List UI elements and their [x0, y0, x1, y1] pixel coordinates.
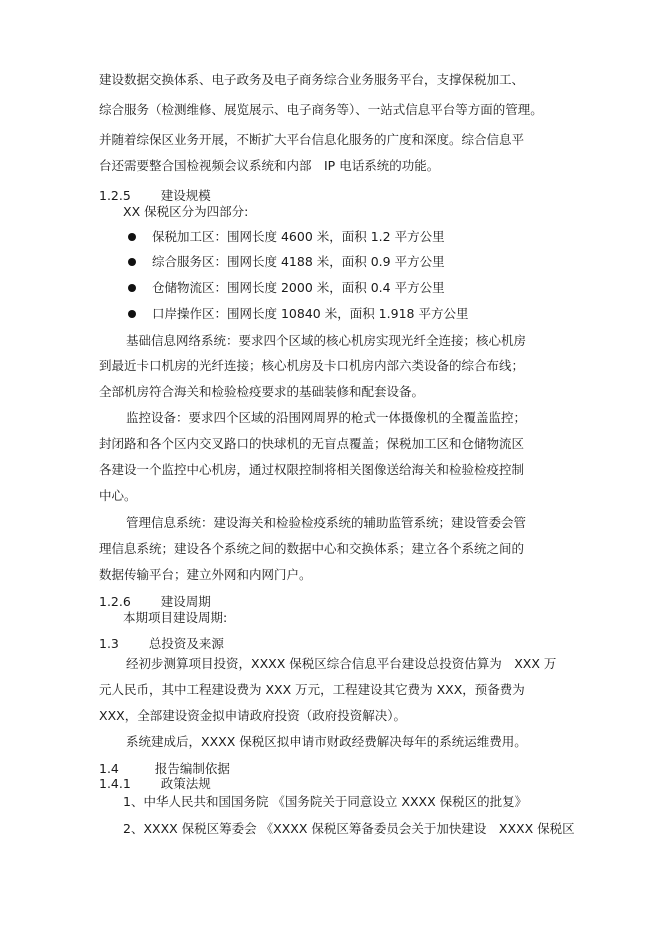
section-number: 1.3 — [99, 636, 119, 651]
policy-item-1: 1、中华人民共和国国务院 《国务院关于同意设立 XXXX 保税区的批复》 — [123, 794, 528, 809]
section-heading-1-2-5 — [99, 188, 211, 204]
intro-line-2: 综合服务（检测维修、展览展示、电子商务等）、一站式信息平台等方面的管理。 — [99, 102, 543, 117]
ops-paragraph: 系统建成后，XXXX 保税区拟申请市财政经费解决每年的系统运维费用。 — [126, 734, 527, 749]
mis-line-2: 理信息系统；建设各个系统之间的数据中心和交换体系；建立各个系统之间的 — [99, 541, 525, 556]
section-title: 建设规模 — [160, 188, 211, 203]
intro-line-4: 台还需要整合国检视频会议系统和内部 IP 电话系统的功能。 — [99, 158, 440, 173]
monitor-line-3: 各建设一个监控中心机房，通过权限控制将相关图像送给海关和检验检疫控制 — [99, 462, 525, 477]
monitor-line-1: 监控设备：要求四个区域的沿围网周界的枪式一体摄像机的全覆盖监控； — [126, 410, 527, 425]
zones-lead: XX 保税区分为四部分: — [123, 204, 249, 219]
bullet-icon — [128, 310, 136, 318]
period-text: 本期项目建设周期: — [123, 610, 228, 625]
zone-item-1: 保税加工区：围网长度 4600 米，面积 1.2 平方公里 — [152, 229, 445, 244]
bullet-icon — [128, 233, 136, 241]
network-line-3: 全部机房符合海关和检验检疫要求的基础装修和配套设备。 — [99, 384, 425, 399]
zone-item-4: 口岸操作区：围网长度 10840 米，面积 1.918 平方公里 — [152, 306, 469, 321]
section-number: 1.2.5 — [99, 188, 131, 203]
invest-line-2: 元人民币，其中工程建设费为 XXX 万元，工程建设其它费为 XXX，预备费为 — [99, 682, 525, 697]
mis-line-3: 数据传输平台；建立外网和内网门户。 — [99, 567, 312, 582]
zone-item-3: 仓储物流区：围网长度 2000 米，面积 0.4 平方公里 — [152, 280, 445, 295]
bullet-icon — [128, 258, 136, 266]
section-number: 1.4.1 — [99, 776, 131, 791]
section-heading-1-4-1 — [99, 776, 211, 792]
section-heading-1-4 — [99, 761, 230, 777]
bullet-icon — [128, 284, 136, 292]
intro-line-1: 建设数据交换体系、电子政务及电子商务综合业务服务平台，支撑保税加工、 — [99, 72, 525, 87]
network-line-2: 到最近卡口机房的光纤连接；核心机房及卡口机房内部六类设备的综合布线； — [99, 358, 525, 373]
section-title: 建设周期 — [160, 594, 211, 609]
monitor-line-4: 中心。 — [99, 488, 137, 503]
section-title: 报告编制依据 — [154, 761, 230, 776]
section-title: 总投资及来源 — [148, 636, 224, 651]
invest-line-3: XXX，全部建设资金拟申请政府投资（政府投资解决）。 — [99, 708, 406, 723]
network-line-1: 基础信息网络系统：要求四个区域的核心机房实现光纤全连接；核心机房 — [126, 333, 527, 348]
section-heading-1-2-6 — [99, 594, 211, 610]
section-heading-1-3 — [99, 636, 224, 652]
section-title: 政策法规 — [160, 776, 211, 791]
section-number: 1.2.6 — [99, 594, 131, 609]
policy-item-2: 2、XXXX 保税区筹委会 《XXXX 保税区筹备委员会关于加快建设 XXXX 保税区 — [123, 821, 575, 836]
invest-line-1: 经初步测算项目投资，XXXX 保税区综合信息平台建设总投资估算为 XXX 万 — [126, 656, 557, 671]
intro-line-3: 并随着综保区业务开展，不断扩大平台信息化服务的广度和深度。综合信息平 — [99, 132, 525, 147]
monitor-line-2: 封闭路和各个区内交叉路口的快球机的无盲点覆盖；保税加工区和仓储物流区 — [99, 436, 525, 451]
mis-line-1: 管理信息系统：建设海关和检验检疫系统的辅助监管系统；建设管委会管 — [126, 515, 527, 530]
zone-item-2: 综合服务区：围网长度 4188 米，面积 0.9 平方公里 — [152, 254, 445, 269]
section-number: 1.4 — [99, 761, 119, 776]
